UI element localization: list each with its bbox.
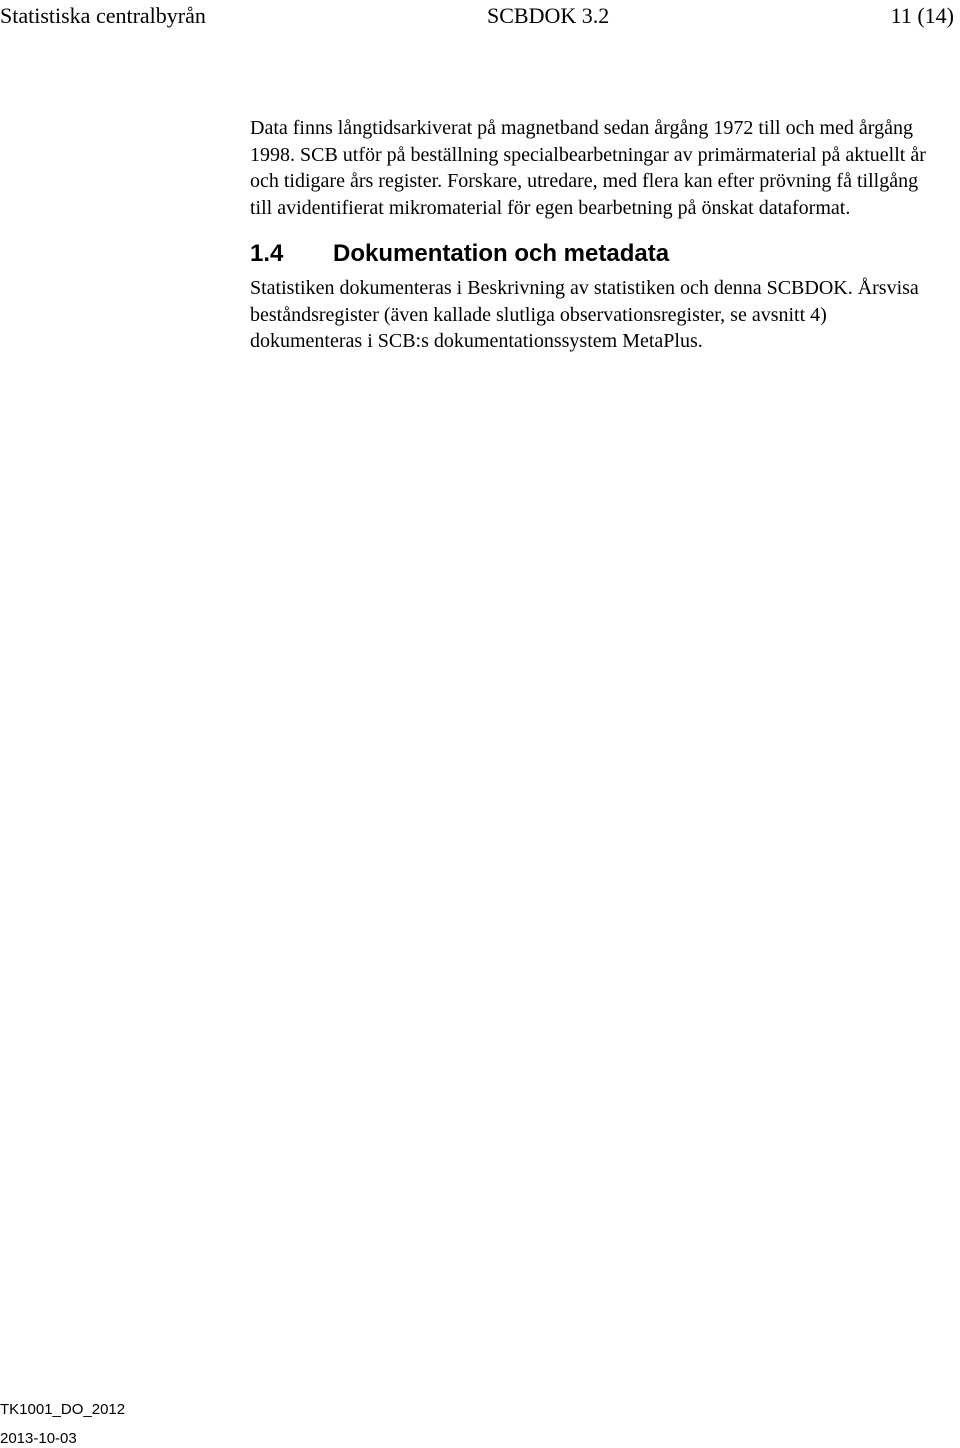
document-id: SCBDOK 3.2 [487,3,610,28]
page-number: 11 (14) [890,3,954,28]
footer-date: 2013-10-03 [0,1430,77,1447]
archive-paragraph: Data finns långtidsarkiverat på magnetband sedan årgång 1972 till och med årgång 1998. SCB utför på beställning specialbearbetningar av primärmaterial på aktuellt år och tidigare års register. Forskare, utredare, med flera kan efter prövning få tillgång till avidentifierat mikromaterial för egen bearbetning på önskat dataformat. [250,117,926,219]
footer-document-code: TK1001_DO_2012 [0,1401,126,1418]
section-heading [250,239,940,269]
section-number: 1.4 [250,240,284,267]
page-content [250,115,940,355]
documentation-paragraph: Statistiken dokumenteras i Beskrivning av statistiken och denna SCBDOK. Årsvisa beståndsregister (även kallade slutliga observationsregister, se avsnitt 4) dokumenteras i SCB:s dokumentationssystem MetaPlus. [250,277,919,352]
section-title: Dokumentation och metadata [333,240,670,267]
organization-name: Statistiska centralbyrån [0,3,206,28]
page-header [0,2,960,34]
